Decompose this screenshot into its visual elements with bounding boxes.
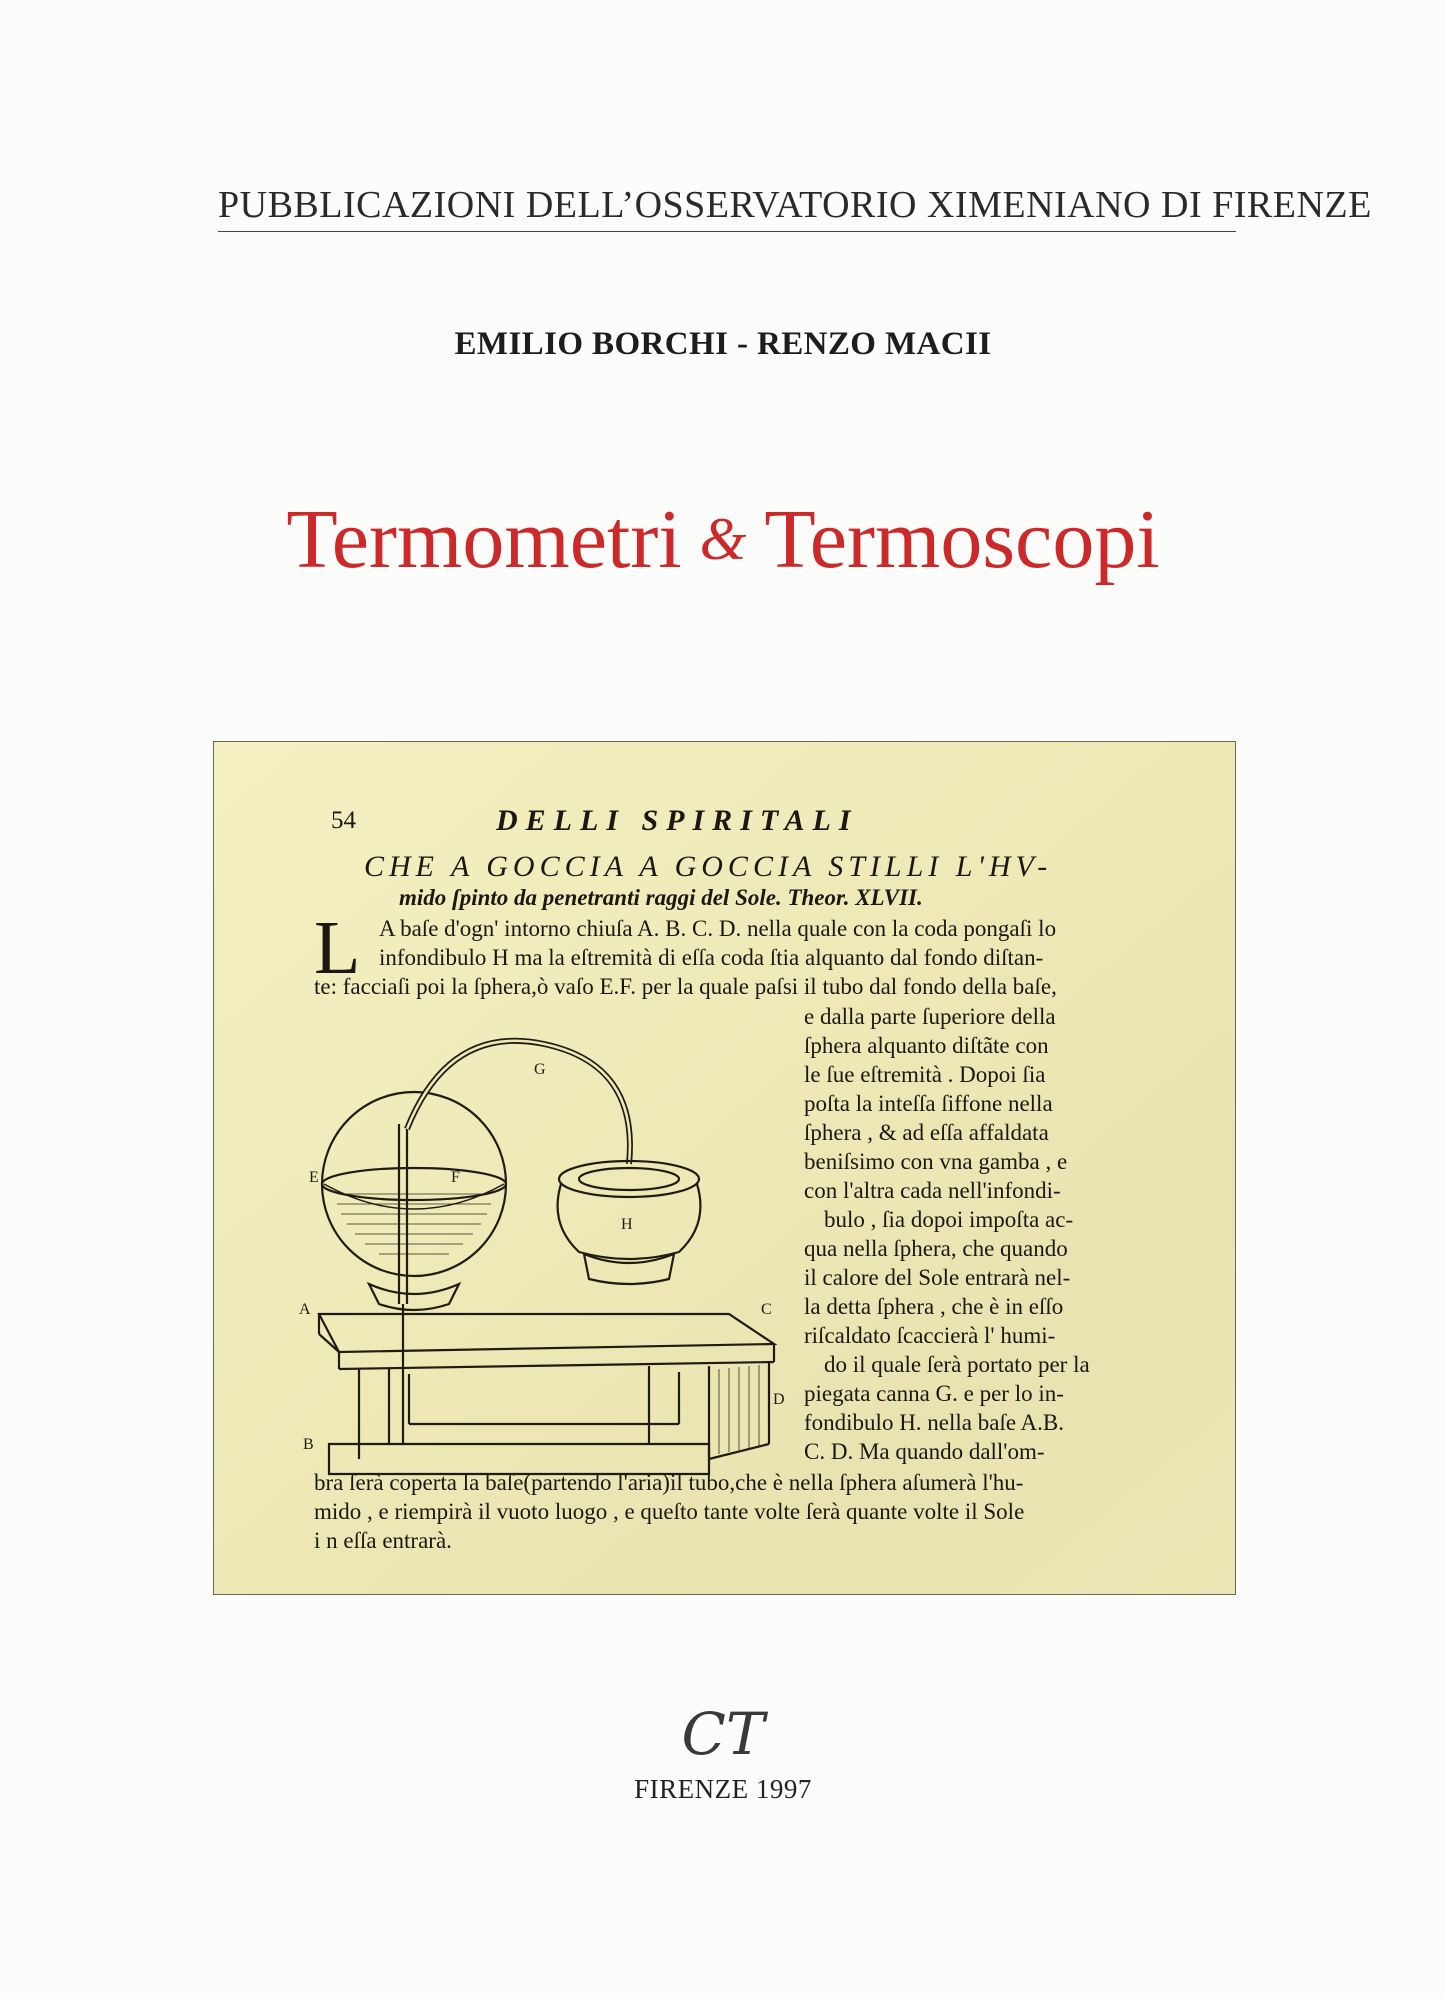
plate-side-line: riſcaldato ſcaccierà l' humi- <box>804 1323 1056 1348</box>
plate-side-line: le ſue eſtremità . Dopoi ſia <box>804 1062 1046 1087</box>
figure-label-d: D <box>773 1391 785 1408</box>
plate-bottom-line: mido , e riempirà il vuoto luogo , e queſto tante volte ſerà quante volte il Sole <box>314 1499 1025 1524</box>
plate-side-line: poſta la inteſſa ſiffone nella <box>804 1091 1053 1116</box>
figure-label-b: B <box>303 1436 314 1453</box>
historical-plate <box>213 741 1236 1595</box>
plate-side-line: fondibulo H. nella baſe A.B. <box>804 1410 1064 1435</box>
figure-label-e: E <box>309 1169 319 1186</box>
plate-bottom-line: i n eſſa entrarà. <box>314 1528 452 1553</box>
plate-side-line: ſphera , & ad eſſa affaldata <box>804 1120 1049 1145</box>
title-part-2: Termoscopi <box>764 493 1160 586</box>
plate-side-line: la detta ſphera , che è in eſſo <box>804 1294 1064 1319</box>
thermoscope-engraving <box>299 1004 785 1474</box>
plate-bottom-line: bra ſerà coperta la baſe(partendo l'aria)il tubo,che è nella ſphera aſumerà l'hu- <box>314 1470 1024 1495</box>
plate-side-line: con l'altra cada nell'infondi- <box>804 1178 1061 1203</box>
plate-text-line: infondibulo H ma la eſtremità di eſſa coda ſtia alquanto dal fondo diſtan- <box>379 945 1044 970</box>
authors: EMILIO BORCHI - RENZO MACII <box>454 326 992 362</box>
plate-side-line: il calore del Sole entrarà nel- <box>804 1265 1071 1290</box>
figure-label-h: H <box>621 1216 633 1233</box>
figure-label-g: G <box>534 1061 546 1078</box>
plate-page-number: 54 <box>331 807 356 834</box>
series-title: PUBBLICAZIONI DELL’OSSERVATORIO XIMENIANO DI FIRENZE <box>218 184 1372 226</box>
plate-side-line: bulo , ſia dopoi impoſta ac- <box>824 1207 1074 1232</box>
series-divider <box>218 231 1236 232</box>
figure-label-f: F <box>451 1169 460 1186</box>
plate-heading-line-2: mido ſpinto da penetranti raggi del Sole. Theor. XLVII. <box>399 885 923 910</box>
plate-drop-cap: L <box>314 906 361 990</box>
imprint: FIRENZE 1997 <box>634 1774 812 1804</box>
plate-side-line: do il quale ſerà portato per la <box>824 1352 1090 1377</box>
plate-side-line: C. D. Ma quando dall'om- <box>804 1439 1045 1464</box>
figure-label-a: A <box>299 1301 311 1318</box>
plate-side-line: qua nella ſphera, che quando <box>804 1236 1068 1261</box>
plate-text-line: A baſe d'ogn' intorno chiuſa A. B. C. D. nella quale con la coda pongaſi lo <box>379 916 1057 941</box>
plate-side-line: beniſsimo con vna gamba , e <box>804 1149 1068 1174</box>
plate-side-line: e dalla parte ſuperiore della <box>804 1004 1056 1029</box>
figure-label-c: C <box>761 1301 772 1318</box>
plate-side-line: ſphera alquanto diſtãte con <box>804 1033 1049 1058</box>
title-part-1: Termometri <box>286 493 682 586</box>
title-ampersand: & <box>699 506 747 572</box>
plate-heading-line-1: CHE A GOCCIA A GOCCIA STILLI L'HV- <box>364 850 1053 883</box>
plate-side-line: piegata canna G. e per lo in- <box>804 1381 1064 1406</box>
plate-text-line: te: facciaſi poi la ſphera,ò vaſo E.F. per la quale paſsi il tubo dal fondo della baſe, <box>314 974 1057 999</box>
book-title <box>0 491 1446 588</box>
publisher-logo: CT <box>681 1700 765 1768</box>
plate-running-header: DELLI SPIRITALI <box>496 804 859 837</box>
